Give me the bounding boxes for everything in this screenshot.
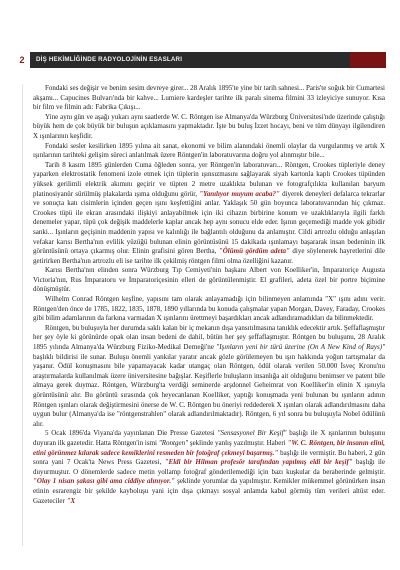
text-run: diye söylenerek hayretlerini dile getirirken Bertha'nın artrozlu eli ise tarihte ilk çekilmiş röntgen filmi olma özelliğini kazanır. <box>33 247 385 265</box>
text-run: başlığı ile duyurmuştur. O dönemlerde sadece metin yollamp fotoğraf gönderilemediği için bazı kuşkular da beraberinde gelmiştir. <box>33 458 385 476</box>
text-run: başlığı ile X ışınlarının buluşunu duyuran ilk gazetedir. Hatta Röntgen'in ismi <box>33 429 385 447</box>
italic-name: "Rontgen" <box>158 438 189 447</box>
highlighted-quote: "Olay 1 nisan şakası gibi ama ciddiye alınıyor." <box>33 477 175 486</box>
italic-title: "Işınların yeni bir türü üzerine (On A New Kind of Rays)" <box>216 343 385 352</box>
text-run: Tarih 8 kasım 1895 günlerden Cuma öğleden sonra, yer Röntgen'in laboratuvarı... Röntgen, Crookes tüpleriyle deney yaparken elektrostatik fenomeni izole etmek için tüplerin ışınsızmasını sağlayarak siyah kartonla kaplı Crookes tüpünden yüksek gerilimli elektrik akımını geçirir ve tüpten 2 metre uzaklıkta bulunan ve fotografçılıkta kullanılan baryum platinosiyanür sürülmüş plakalarda ışıma olduğunu görür, <box>33 160 385 198</box>
body-text <box>33 84 385 546</box>
text-run: diyerek deneyleri defalarca tekrarlar ve sonuçta katı cisimlerin içinden geçen ışını keşfettiğini anlar. Yaklaşık 50 gün boyunca laboratuvarından hiç çıkmaz. Crookes tüpü ile ekran arasındaki ilişkiyi anlayabilmek için iki cihazın birbirine konum ve uzaklıklarıyla ilgili farklı denemeler yapar, tüpü çok değişik maddelerle kaplar ancak hep aynı sonucu elde eder. Işının geçemediği madde yok gibidir sanki... Işınların geçişinin maddenin yapısı ve kalınlığı ile bağlantılı olduğunu da anlamıştır. Cildi artrozlu olduğu anlaşılan vefakar karısı Bertha'nın evlilik yüzüğü bulunan elinin görüntüsünü 15 dakikada ışınlamayı başararak insan bedeninin ilk görüntüsünü ortaya çıkarmış olur. Elinin grafisini gören Bertha, <box>33 189 385 256</box>
paragraph: Wilhelm Conrad Röntgen keşfine, yapısını tam olarak anlayamadığı için bilinmeyen anlamında "X" ışını adını verir. Röntgen'den önce de 1785, 1822, 1835, 1878, 1890 yıllarında bu konuda çalışmalar yapan Morgan, Davey, Faraday, Crookes gibi bilim adamlarının da farkına varmadan X ışınlarını ürettmeyi başardıkları ancak adlandıramadıkları da bilinmektedir. <box>33 295 385 323</box>
paragraph <box>33 324 385 430</box>
text-run: şeklinde yanlış yazılmıştır. Haberi <box>189 438 286 447</box>
text-run: Röntgen, bu buluşuyla her durumda saklı kalan bir iç mekanın dışa yansıtılmasına tanıklık edecektir artık. Şeffaflaşmıştır her şey öyle ki görünürde opak olan insan bedeni de dahil, bütün her şey şeffaflaşmıştır. Röntgen bu buluşunu, 28 Aralık 1895 yılında Almanya'da Würzburg Fiziko-Medikal Derneği'ne <box>33 323 385 352</box>
paragraph <box>33 429 385 506</box>
text-run: 5 Ocak 1896'da Viyana'da yayınlanan Die Presse Gazetesi <box>45 429 215 438</box>
highlighted-quote: "Eldi bir Hilman profesör tarafından yapılmış eldi bir keşif" <box>164 458 353 467</box>
text-run: başlıklı bildirisi ile sunar. Buluşu önemli yankılar yaratır ancak gözle görülemeyen bu ışın hakkında yoğun tartışmalar da yaşanır. Ödül konuşmasını bile yapamayacak kadar utangaç olan Röntgen, ödül olarak verilen 50.000 İsveç Kronu'nu araştırmalarda kullanılmak üzere üniversitesine bağışlar. Keşiflerle buluşların insanlığa ait olduğunu benimser ve patent bile almaya gerek duymaz. Röntgen, Würzburg'ta verdiği seminerde arşdonnel Geheimrat von Koelliker'in elinin X ışınıyla görüntüsünü alır. Bu görüntü sırasında çok heyecanlanan Koelliker, yaptığı konuşmada yeni bulunan bu ışınların adının Röntgen ışınları olarak değiştirmesini önerse de W. C. Röntgen bu öneriyi reddederek X ışınları olarak adlandırılmasını daha uygun bulur (Almanya'da ise "röntgenstrahlen" olarak adlandırılmaktadır). Röntgen, 6 yıl sonra bu buluşuyla Nobel ödülünü alır. <box>33 352 385 428</box>
paragraph: Karısı Bertha'nın elinden sonra Würzburg Tıp Cemiyeti'nin başkanı Albert von Koelliker'in, İmparatoriçe Augusta Victoria'nın, Rus İmparatoru ve İmparatoriçesinin elleri de görüntülenmiştir. El grafileri, adeta özel bir portre biçimine dönüşmüştür. <box>33 266 385 294</box>
highlighted-quote: "Ölümü gördüm adeta" <box>218 247 290 256</box>
paragraph: Yine aynı gün ve aşağı yukarı aynı saatlerde W. C. Röntgen ise Almanya'da Würzburg Üniversitesi'nde üzerinde çalıştığı büyük hem de çok büyük bir buluşun açıklamasını yapmaktadır. İşte bu buluş İzzet hocayı, beni ve tüm dünyayı ilgilendiren X ışınlarının keşfidir. <box>33 112 385 140</box>
paragraph: Fondaki sesler kesilirken 1895 yılına ait sanat, ekonomi ve bilim alanındaki önemli olaylar da vurgulanmış ve artık X ışınlarının tarihteki gelişim süreci anlatılmak üzere Röntgen'in laboratuvarına doğru yol alınmıştır bile... <box>33 141 385 160</box>
paragraph <box>33 161 385 267</box>
page-header <box>14 52 386 68</box>
highlighted-quote: "W. C. Röntgen, bir insanın elini, etini görünmez kılarak sadece kemiklerini resmeden bir fotoğraf çekmeyi başarmış." <box>33 438 385 457</box>
highlighted-quote: "Yanılıyor muyum acaba?" <box>199 189 280 198</box>
italic-headline: "Sensasyonel Bir Keşif" <box>217 429 287 438</box>
highlighted-quote: "X <box>66 496 76 505</box>
page-number: 2 <box>14 52 30 68</box>
running-title: DİŞ HEKİMLİĞİNDE RADYOLOJİNİN ESASLARI <box>36 56 183 63</box>
margin-rule <box>22 84 23 546</box>
text-run: başlığı ile vermiştir. Bu haberi, 2 gün sonra yani 7 Ocak'ta News Press Gazetesi, <box>33 448 385 467</box>
text-run: şeklinde yorumlar da yapılmıştır. Kemikler mükemmel görünürken insan etinin esrarengiz bir şekilde kayboluşu yani için dışa çıkmayı sosyal anlamda kabul görmüş tüm verileri altüst eder. Gazeteciler <box>33 477 385 505</box>
paragraph: Fondaki ses değişir ve benim sesim devreye girer... 28 Aralık 1895'te yine bir tarih sahnesi... Paris'te soğuk bir Cumartesi akşamı... Capucines Bulvarı'nda bir kahve... Lumiere kardeşler tarihte ilk paralı sinema filmini 33 izleyiciye sunuyor. Kısa bir film ve filmin adı: Fabrika Çıkışı... <box>33 84 385 112</box>
header-accent-block <box>350 52 386 68</box>
